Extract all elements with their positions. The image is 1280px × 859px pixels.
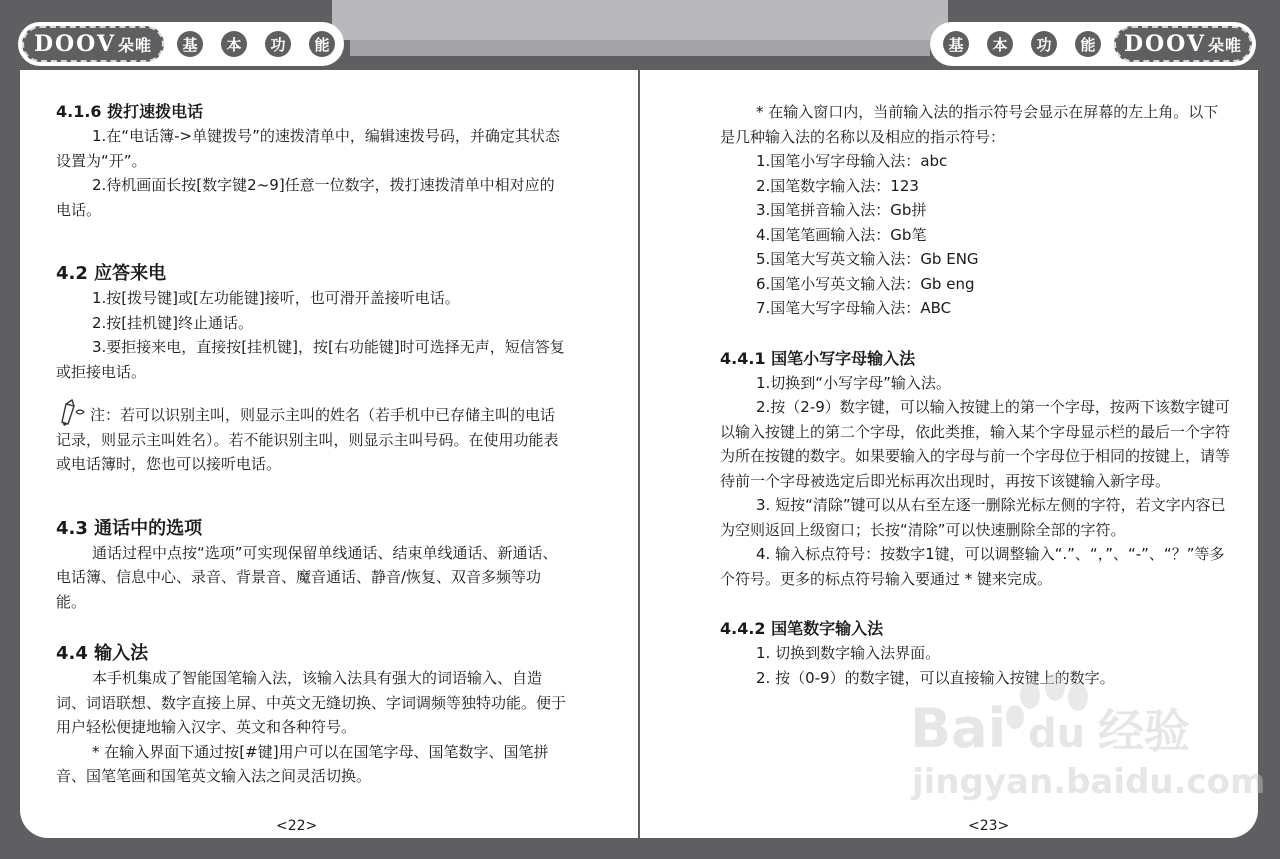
paragraph: 1.在“电话簿->单键拨号”的速拨清单中，编辑速拨号码，并确定其状态设置为“开”。 (56, 127, 560, 170)
pencil-note-icon (56, 398, 90, 426)
logo-text: DOOV (1123, 31, 1207, 57)
list-item: 2.国笔数字输入法：123 (756, 176, 919, 195)
paragraph: 3. 短按“清除”键可以从右至左逐一删除光标左侧的字符，若文字内容已为空则返回上级窗口；长按“清除”可以快速删除全部的字符。 (720, 496, 1226, 539)
logo-cn-text: 朵唯 (118, 35, 153, 55)
page-number: <22> (276, 818, 318, 834)
section-heading: 4.4.1 国笔小写字母输入法 (720, 348, 916, 368)
right-page-content (720, 100, 1230, 690)
paragraph: 本手机集成了智能国笔输入法，该输入法具有强大的词语输入、自造词、词语联想、数字直接上屏、中英文无缝切换、字词调频等独特功能。便于用户轻松便捷地输入汉字、英文和各种符号。 (56, 669, 567, 736)
watermark-brand2: du (1028, 711, 1086, 757)
watermark-brand-cn: 经验 (1098, 704, 1190, 758)
list-item: 7.国笔大写字母输入法：ABC (756, 299, 952, 317)
chapter-char: 基 (177, 31, 203, 57)
paragraph: * 在输入界面下通过按[#键]用户可以在国笔字母、国笔数字、国笔拼音、国笔笔画和国笔英文输入法之间灵活切换。 (56, 742, 549, 785)
paragraph: 2.待机画面长按[数字键2~9]任意一位数字，拨打速拨清单中相对应的电话。 (56, 176, 555, 219)
header-right (930, 22, 1256, 66)
list-item: 6.国笔小写英文输入法：Gb eng (756, 274, 975, 293)
chapter-char: 本 (221, 31, 247, 57)
note-paragraph (56, 398, 566, 477)
baidu-watermark (910, 665, 1266, 805)
paragraph: 2.按（2-9）数字键，可以输入按键上的第一个字母，按两下该数字键可以输入按键上的第二个字母，依此类推，输入某个字母显示栏的最后一个字符为所在按键的数字。如果要输入的字母与前一个字母位于相同的按键上，请等待前一个字母被选定后即光标再次出现时，再按下该键输入新字母。 (720, 398, 1231, 490)
chapter-char: 功 (265, 31, 291, 57)
chapter-char: 功 (1031, 31, 1057, 57)
chapter-title (168, 26, 344, 62)
header-left (18, 22, 344, 66)
paragraph: 4. 输入标点符号：按数字1键，可以调整输入“.”、“，”、“-”、“？”等多个符号。更多的标点符号输入要通过 * 键来完成。 (720, 545, 1225, 588)
list-item: 1. 切换到数字输入法界面。 (756, 644, 941, 662)
page-number: <23> (968, 818, 1010, 834)
logo-text: DOOV (33, 31, 117, 57)
section-heading: 4.4 输入法 (56, 643, 149, 664)
list-item: 5.国笔大写英文输入法：Gb ENG (756, 250, 979, 268)
chapter-char: 本 (987, 31, 1013, 57)
paragraph: 通话过程中点按“选项”可实现保留单线通话、结束单线通话、新通话、电话簿、信息中心、录音、背景音、魔音通话、静音/恢复、双音多频等功能。 (56, 543, 558, 611)
watermark-brand: Bai (910, 697, 1007, 760)
chapter-char: 能 (309, 31, 335, 57)
doov-logo (1114, 26, 1252, 62)
section-heading: 4.4.2 国笔数字输入法 (720, 619, 884, 638)
header-center-shadow (350, 40, 930, 56)
header-center-bar (332, 0, 948, 40)
left-page-content (56, 100, 566, 789)
paragraph: 2.按[挂机键]终止通话。 (92, 313, 254, 332)
section-heading: 4.1.6 拨打速拨电话 (56, 102, 204, 121)
paragraph: 1.切换到“小写字母”输入法。 (756, 373, 951, 392)
note-text: 注：若可以识别主叫，则显示主叫的姓名（若手机中已存储主叫的电话记录，则显示主叫姓名）。若不能识别主叫，则显示主叫号码。在使用功能表或电话簿时，您也可以接听电话。 (56, 406, 559, 473)
doov-logo (22, 26, 164, 62)
list-item: 4.国笔笔画输入法：Gb笔 (756, 225, 927, 244)
chapter-title (934, 26, 1110, 62)
section-heading: 4.2 应答来电 (56, 263, 167, 284)
paragraph: 1.按[拨号键]或[左功能键]接听，也可滑开盖接听电话。 (92, 289, 460, 307)
list-item: 2. 按（0-9）的数字键，可以直接输入按键上的数字。 (756, 668, 1115, 687)
paragraph: 3.要拒接来电，直接按[挂机键]，按[右功能键]时可选择无声，短信答复或拒接电话。 (56, 338, 565, 381)
list-item: 1.国笔小写字母输入法：abc (756, 152, 948, 170)
section-heading: 4.3 通话中的选项 (56, 517, 203, 539)
paragraph: * 在输入窗口内，当前输入法的指示符号会显示在屏幕的左上角。以下是几种输入法的名称以及相应的指示符号： (720, 103, 1219, 146)
watermark-url: jingyan.baidu.com (912, 762, 1266, 802)
chapter-char: 基 (943, 31, 969, 57)
logo-cn-text: 朵唯 (1208, 35, 1243, 55)
chapter-char: 能 (1075, 31, 1101, 57)
list-item: 3.国笔拼音输入法：Gb拼 (756, 201, 927, 219)
